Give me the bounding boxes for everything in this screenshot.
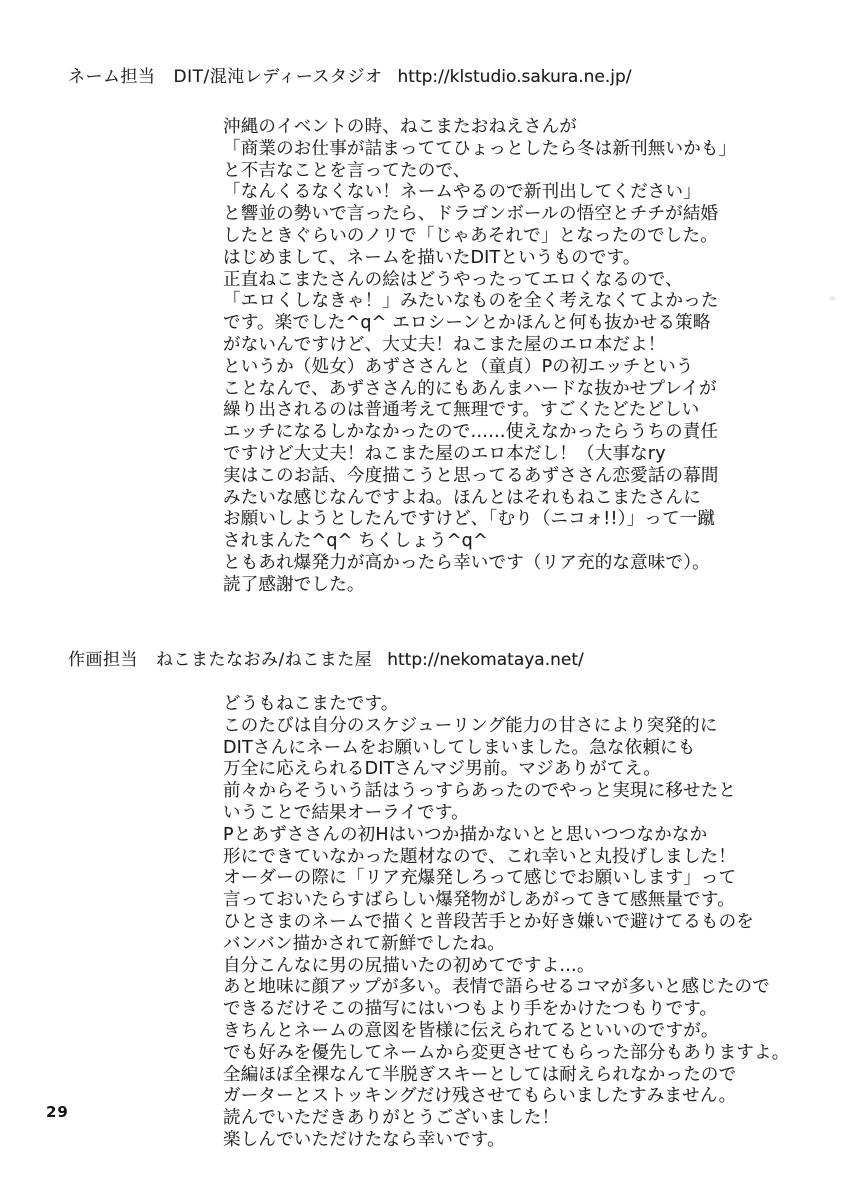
page-number: 29: [46, 1103, 69, 1121]
text-line: 前々からそういう話はうっすらあったのでやっと実現に移せたと: [223, 781, 737, 802]
text-line: 「なんくるなくない！ネームやるので新刊出してください」: [223, 182, 701, 203]
text-line: きちんとネームの意図を皆様に伝えられてるといいのですが。: [223, 1020, 719, 1041]
text-line: あと地味に顔アップが多い。表情で語らせるコマが多いと感じたので: [223, 977, 770, 998]
text-line: 「エロくしなきゃ！」みたいなものを全く考えなくてよかった: [223, 291, 719, 312]
text-line: 実はこのお話、今度描こうと思ってるあずささん恋愛話の幕間: [223, 465, 719, 486]
text-line: ともあれ爆発力が高かったら幸いです（リア充的な意味で）。: [223, 552, 710, 573]
text-line: 正直ねこまたさんの絵はどうやったってエロくなるので、: [223, 269, 683, 290]
scan-artifact-dot: [829, 296, 836, 301]
text-line: でも好みを優先してネームから変更させてもらった部分もありますよ。: [223, 1042, 790, 1063]
text-line: みたいな感じなんですよね。ほんとはそれもねこまたさんに: [223, 487, 701, 508]
artist-comment-block: [223, 694, 789, 1152]
credit-header-storyboard: [68, 62, 632, 87]
text-line: 形にできていなかった題材なので、これ幸いと丸投げしました！: [223, 846, 736, 867]
text-line: ですけど大丈夫！ねこまた屋のエロ本だし！（大事なry: [223, 443, 666, 464]
text-line: このたびは自分のスケジューリング能力の甘さにより突発的に: [223, 715, 718, 736]
text-line: ことなんで、あずささん的にもあんまハードな抜かせプレイが: [223, 378, 717, 399]
text-line: と響並の勢いで言ったら、ドラゴンボールの悟空とチチが結婚: [223, 204, 719, 225]
credit-url: http://klstudio.sakura.ne.jp/: [397, 67, 632, 87]
text-line: 読んでいただきありがとうございました！: [223, 1108, 560, 1129]
text-line: Pとあずささんの初Hはいつか描かないとと思いつつなかなか: [223, 824, 708, 845]
text-line: お願いしようとしたんですけど、「むり（ニコォ!!）」って一蹴: [223, 509, 716, 530]
text-line: 楽しんでいただけたなら幸いです。: [223, 1129, 505, 1150]
text-line: ひとさまのネームで描くと普段苦手とか好き嫌いで避けてるものを: [223, 911, 754, 932]
text-line: されまんた^q^ ちくしょう^q^: [223, 531, 488, 552]
text-line: いうことで結果オーライです。: [223, 802, 469, 823]
text-line: です。楽でした^q^ エロシーンとかほんと何も抜かせる策略: [223, 313, 711, 334]
text-line: 沖縄のイベントの時、ねこまたおねえさんが: [223, 117, 577, 137]
text-line: 繰り出されるのは普通考えて無理です。すごくたどたどしい: [223, 400, 700, 421]
text-line: 「商業のお仕事が詰まっててひょっとしたら冬は新刊無いかも」: [223, 138, 737, 159]
text-line: オーダーの際に「リア充爆発しろって感じでお願いします」って: [223, 868, 737, 889]
credit-header-art: [68, 645, 584, 670]
storyboard-comment-block: [223, 117, 736, 597]
text-line: というか（処女）あずささんと（童貞）Pの初エッチという: [223, 356, 694, 377]
text-line: 万全に応えられるDITさんマジ男前。マジありがてえ。: [223, 759, 662, 780]
text-line: 全編ほぼ全裸なんて半脱ぎスキーとしては耐えられなかったので: [223, 1064, 737, 1085]
text-line: DITさんにネームをお願いしてしまいました。急な依頼にも: [223, 737, 696, 758]
text-line: 自分こんなに男の尻描いたの初めてですよ…。: [223, 955, 595, 976]
text-line: がないんですけど、大丈夫！ねこまた屋のエロ本だよ！: [223, 334, 666, 355]
text-line: できるだけそこの描写にはいつもより手をかけたつもりです。: [223, 999, 718, 1020]
text-line: はじめまして、ネームを描いたDITというものです。: [223, 247, 641, 268]
text-line: エッチになるしかなかったので……使えなかったらうちの責任: [223, 422, 719, 443]
role-label: ネーム担当: [68, 67, 156, 87]
text-line: 言っておいたらすばらしい爆発物がしあがってきて感無量です。: [223, 890, 735, 911]
credit-url: http://nekomataya.net/: [387, 650, 584, 670]
text-line: バンバン描かされて新鮮でしたね。: [223, 933, 505, 954]
role-label: 作画担当: [68, 650, 138, 670]
credit-name: DIT/混沌レディースタジオ: [173, 67, 383, 87]
text-line: ガーターとストッキングだけ残させてもらいましたすみません。: [223, 1086, 737, 1107]
text-line: と不吉なことを言ってたので、: [223, 160, 471, 181]
text-line: どうもねこまたです。: [223, 694, 399, 714]
text-line: したときぐらいのノリで「じゃあそれで」となったのでした。: [223, 225, 718, 246]
credit-name: ねこまたなおみ/ねこまた屋: [156, 650, 373, 670]
text-line: 読了感謝でした。: [223, 574, 365, 595]
